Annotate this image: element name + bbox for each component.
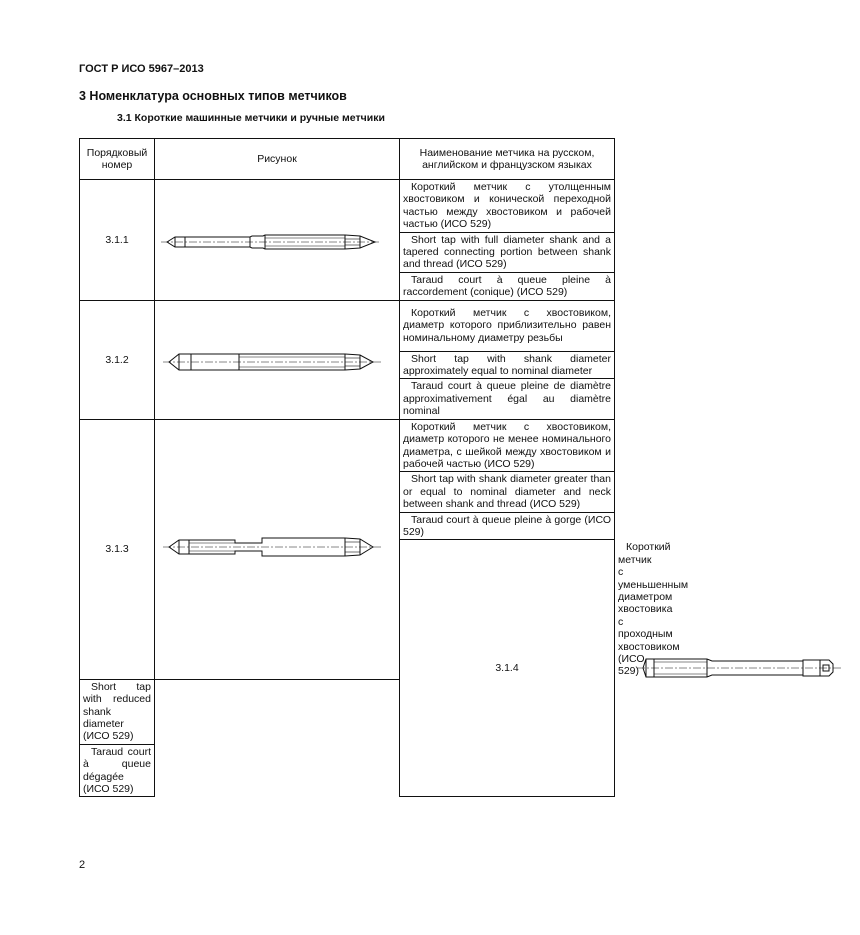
name-en: Short tap with full diameter shank and a tapered connecting portion between shank and thread (ИСО 529) xyxy=(400,232,615,272)
name-ru: Короткий метчик с хвостовиком, диаметр которого приблизительно равен номинальному диаметру резьбы xyxy=(400,300,615,351)
page-number: 2 xyxy=(79,859,86,871)
standard-code: ГОСТ Р ИСО 5967–2013 xyxy=(79,63,204,75)
name-en: Short tap with reduced shank diameter (ИСО 529) xyxy=(80,679,155,744)
name-fr: Taraud court à queue pleine à gorge (ИСО 529) xyxy=(400,512,615,540)
table-header-row xyxy=(80,139,615,180)
tap-drawing-icon xyxy=(155,182,400,297)
name-en: Short tap with shank diameter greater than or equal to nominal diameter and neck between shank and thread (ИСО 529) xyxy=(400,472,615,512)
tap-drawing-3-1-1 xyxy=(155,180,400,301)
row-number: 3.1.4 xyxy=(400,540,615,797)
subsection-title: 3.1 Короткие машинные метчики и ручные метчики xyxy=(117,112,385,124)
table-row xyxy=(80,180,615,233)
tap-drawing-icon xyxy=(155,302,400,417)
tap-drawing-3-1-3 xyxy=(155,419,400,679)
name-fr: Taraud court à queue pleine à raccordement (conique) (ИСО 529) xyxy=(400,272,615,300)
name-en: Short tap with shank diameter approximately equal to nominal diameter xyxy=(400,351,615,379)
row-number: 3.1.3 xyxy=(80,419,155,679)
row-number: 3.1.2 xyxy=(80,300,155,419)
row-number: 3.1.1 xyxy=(80,180,155,301)
name-fr: Taraud court à queue pleine de diamètre approximativement égal au diamètre nominal xyxy=(400,379,615,419)
table-row xyxy=(80,300,615,351)
header-names: Наименование метчика на русском, английском и французском языках xyxy=(400,139,615,180)
tap-drawing-icon xyxy=(155,479,400,619)
name-ru: Короткий метчик с хвостовиком, диаметр которого не менее номинального диаметра, с шейкой между хвостовиком и рабочей частью (ИСО 529) xyxy=(400,419,615,472)
tap-drawing-icon xyxy=(615,624,860,712)
header-num: Порядковый номер xyxy=(80,139,155,180)
header-picture: Рисунок xyxy=(155,139,400,180)
tap-nomenclature-table xyxy=(79,138,689,797)
tap-drawing-3-1-2 xyxy=(155,300,400,419)
table-row xyxy=(80,419,615,472)
name-ru: Короткий метчик с утолщенным хвостовиком и конической переходной частью между хвостовиком и рабочей частью (ИСО 529) xyxy=(400,180,615,233)
table-row: 3.1.4 Короткий метчик с уменьшенным диаметром хвостовика с проходным хвостовиком (ИСО 529) xyxy=(80,540,615,679)
name-fr: Taraud court à queue dégagée (ИСО 529) xyxy=(80,744,155,797)
section-title: 3 Номенклатура основных типов метчиков xyxy=(79,89,347,103)
